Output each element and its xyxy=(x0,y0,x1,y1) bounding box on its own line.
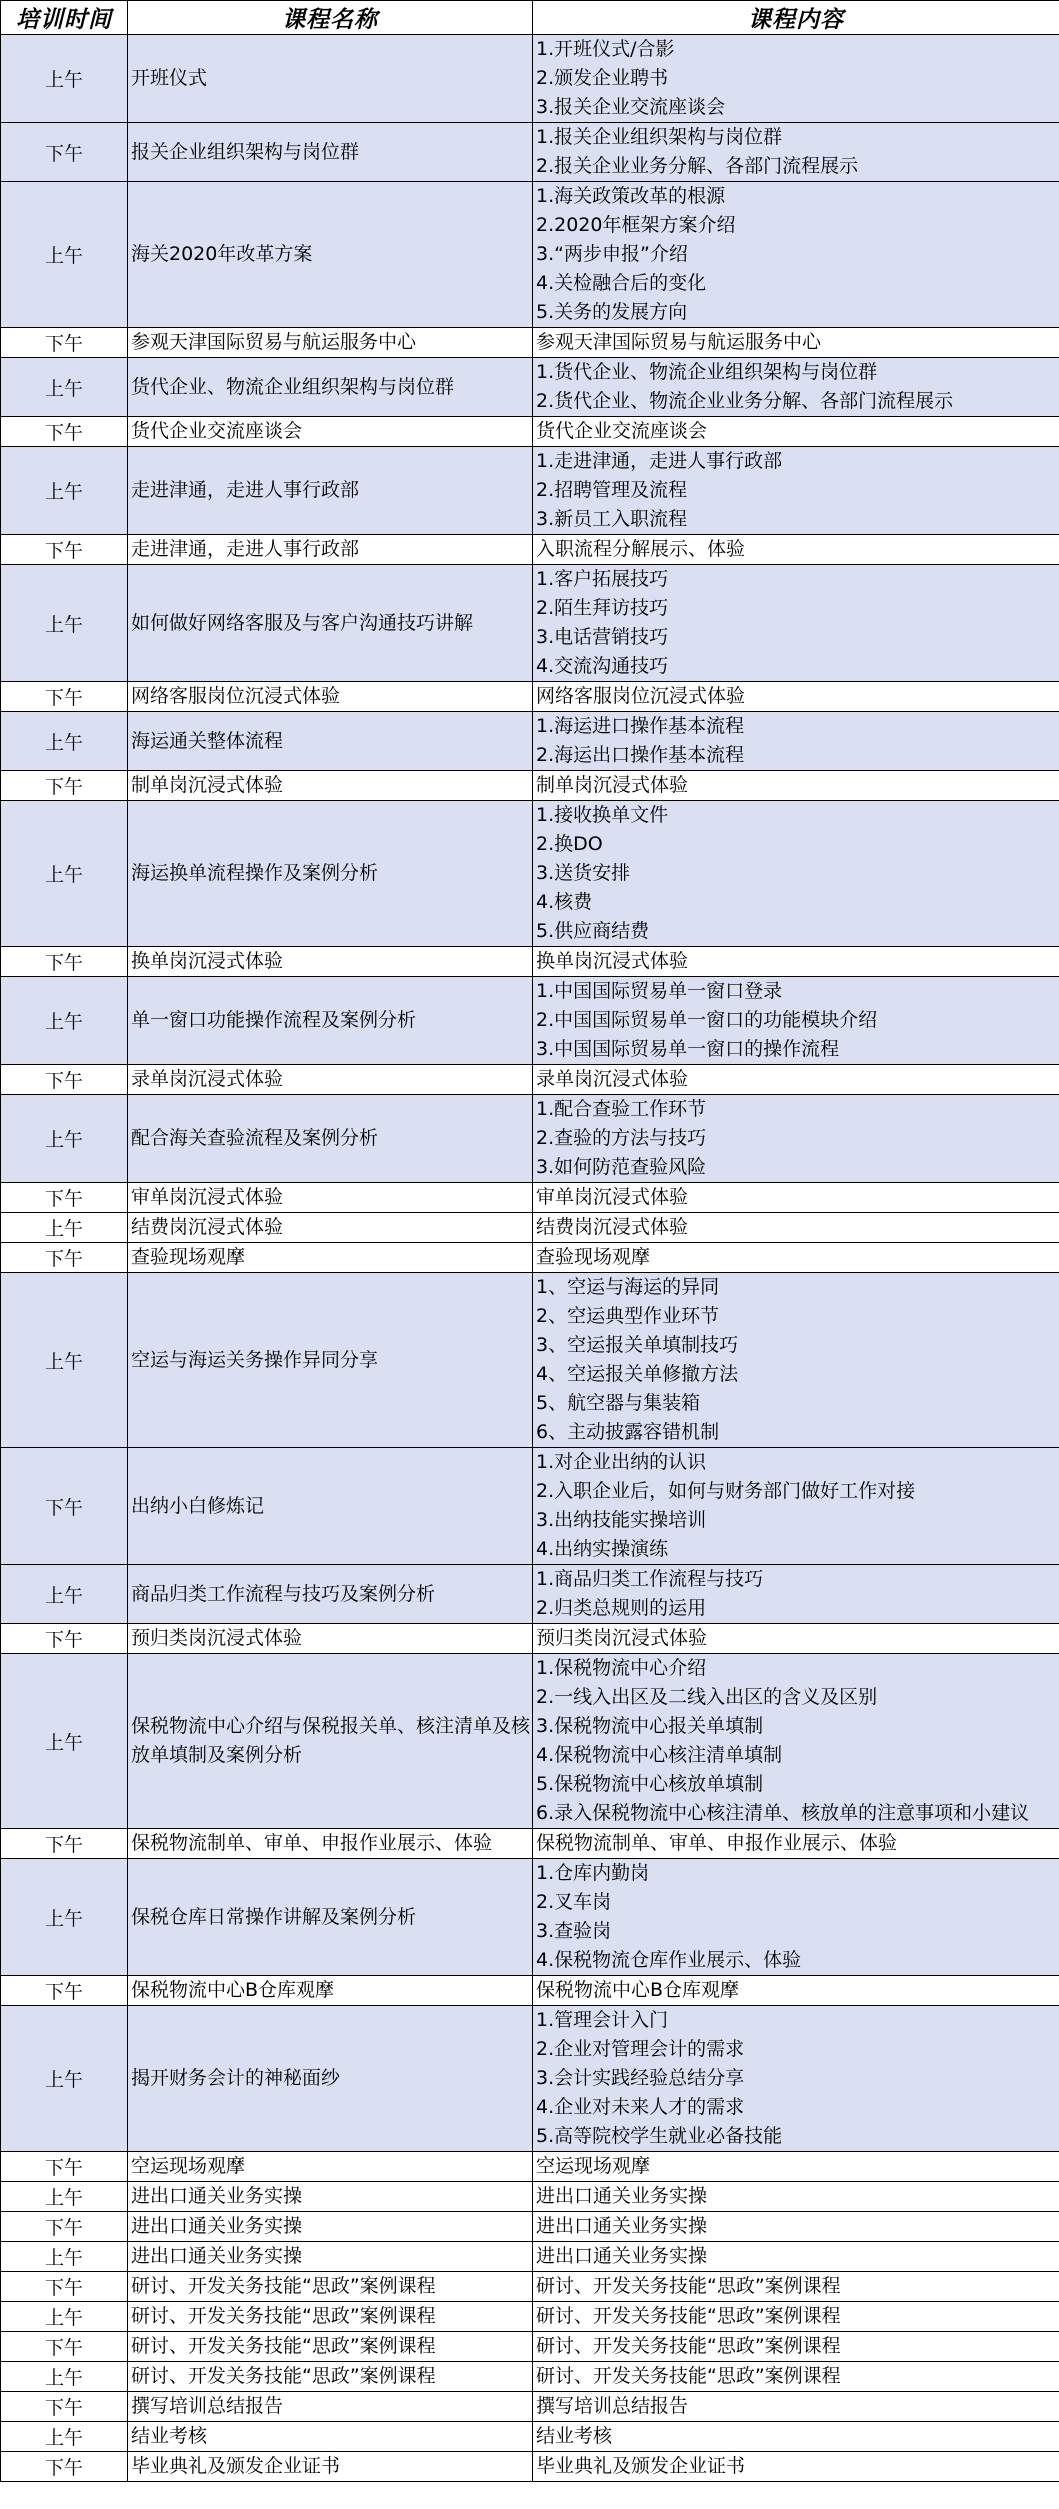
cell-time: 上午 xyxy=(1,565,128,682)
table-row xyxy=(1,1448,1059,1565)
cell-course: 预归类岗沉浸式体验 xyxy=(128,1624,533,1654)
table-row xyxy=(1,417,1059,447)
cell-course: 撰写培训总结报告 xyxy=(128,2392,533,2422)
cell-content xyxy=(533,801,1059,947)
cell-time: 下午 xyxy=(1,1243,128,1273)
content-line: 保税物流制单、审单、申报作业展示、体验 xyxy=(536,1832,898,1854)
table-row xyxy=(1,2302,1059,2332)
content-line: 2.一线入出区及二线入出区的含义及区别 xyxy=(536,1686,878,1708)
schedule-body xyxy=(1,35,1059,2482)
cell-course: 货代企业交流座谈会 xyxy=(128,417,533,447)
cell-time: 下午 xyxy=(1,1976,128,2006)
content-line: 研讨、开发关务技能“思政”案例课程 xyxy=(536,2335,841,2357)
cell-course: 货代企业、物流企业组织架构与岗位群 xyxy=(128,358,533,417)
content-line: 1.配合查验工作环节 xyxy=(536,1098,707,1120)
cell-time: 上午 xyxy=(1,977,128,1065)
content-line: 进出口通关业务实操 xyxy=(536,2185,708,2207)
content-line: 2.海运出口操作基本流程 xyxy=(536,744,745,766)
content-line: 研讨、开发关务技能“思政”案例课程 xyxy=(536,2305,841,2327)
content-line: 1.走进津通，走进人事行政部 xyxy=(536,450,783,472)
content-line: 2.招聘管理及流程 xyxy=(536,479,688,501)
table-row xyxy=(1,2362,1059,2392)
table-row xyxy=(1,1095,1059,1183)
table-row xyxy=(1,535,1059,565)
cell-content xyxy=(533,1065,1059,1095)
header-row xyxy=(1,1,1059,35)
cell-time: 上午 xyxy=(1,358,128,417)
table-row xyxy=(1,2152,1059,2182)
cell-course: 空运与海运关务操作异同分享 xyxy=(128,1273,533,1448)
cell-content xyxy=(533,123,1059,182)
content-line: 2.查验的方法与技巧 xyxy=(536,1127,707,1149)
content-line: 结费岗沉浸式体验 xyxy=(536,1216,689,1238)
cell-course: 进出口通关业务实操 xyxy=(128,2212,533,2242)
table-row xyxy=(1,2332,1059,2362)
table-row xyxy=(1,1654,1059,1829)
table-row xyxy=(1,1183,1059,1213)
header-content: 课程内容 xyxy=(533,1,1059,35)
table-row xyxy=(1,2452,1059,2482)
cell-course: 制单岗沉浸式体验 xyxy=(128,771,533,801)
content-line: 2.陌生拜访技巧 xyxy=(536,597,669,619)
cell-time: 上午 xyxy=(1,2422,128,2452)
content-line: 入职流程分解展示、体验 xyxy=(536,538,746,560)
content-line: 结业考核 xyxy=(536,2425,613,2447)
cell-course: 保税物流制单、审单、申报作业展示、体验 xyxy=(128,1829,533,1859)
cell-time: 上午 xyxy=(1,1859,128,1976)
cell-content xyxy=(533,447,1059,535)
cell-content xyxy=(533,1095,1059,1183)
content-line: 5.保税物流中心核放单填制 xyxy=(536,1773,764,1795)
table-row xyxy=(1,2242,1059,2272)
table-row xyxy=(1,35,1059,123)
cell-content xyxy=(533,1273,1059,1448)
table-row xyxy=(1,682,1059,712)
cell-course: 研讨、开发关务技能“思政”案例课程 xyxy=(128,2332,533,2362)
table-row xyxy=(1,2006,1059,2152)
table-row xyxy=(1,801,1059,947)
cell-time: 下午 xyxy=(1,123,128,182)
cell-course: 进出口通关业务实操 xyxy=(128,2242,533,2272)
content-line: 网络客服岗位沉浸式体验 xyxy=(536,685,746,707)
content-line: 2.中国国际贸易单一窗口的功能模块介绍 xyxy=(536,1009,878,1031)
cell-content xyxy=(533,771,1059,801)
cell-content xyxy=(533,1654,1059,1829)
cell-content xyxy=(533,2152,1059,2182)
content-line: 3.如何防范查验风险 xyxy=(536,1156,707,1178)
cell-time: 上午 xyxy=(1,1654,128,1829)
content-line: 6.录入保税物流中心核注清单、核放单的注意事项和小建议 xyxy=(536,1802,1030,1824)
table-row xyxy=(1,358,1059,417)
cell-content xyxy=(533,2452,1059,2482)
cell-course: 换单岗沉浸式体验 xyxy=(128,947,533,977)
table-row xyxy=(1,1624,1059,1654)
cell-time: 上午 xyxy=(1,1213,128,1243)
content-line: 4.保税物流中心核注清单填制 xyxy=(536,1744,783,1766)
cell-content xyxy=(533,2332,1059,2362)
content-line: 4、空运报关单修撤方法 xyxy=(536,1363,739,1385)
cell-course: 研讨、开发关务技能“思政”案例课程 xyxy=(128,2302,533,2332)
cell-course: 毕业典礼及颁发企业证书 xyxy=(128,2452,533,2482)
cell-course: 研讨、开发关务技能“思政”案例课程 xyxy=(128,2362,533,2392)
content-line: 研讨、开发关务技能“思政”案例课程 xyxy=(536,2365,841,2387)
cell-course: 录单岗沉浸式体验 xyxy=(128,1065,533,1095)
content-line: 3.送货安排 xyxy=(536,862,631,884)
content-line: 2.颁发企业聘书 xyxy=(536,67,669,89)
content-line: 研讨、开发关务技能“思政”案例课程 xyxy=(536,2275,841,2297)
table-row xyxy=(1,712,1059,771)
content-line: 4.关检融合后的变化 xyxy=(536,272,707,294)
content-line: 4.保税物流仓库作业展示、体验 xyxy=(536,1949,802,1971)
cell-course: 审单岗沉浸式体验 xyxy=(128,1183,533,1213)
cell-time: 下午 xyxy=(1,2392,128,2422)
cell-time: 下午 xyxy=(1,1183,128,1213)
cell-course: 商品归类工作流程与技巧及案例分析 xyxy=(128,1565,533,1624)
cell-content xyxy=(533,182,1059,328)
cell-time: 下午 xyxy=(1,2272,128,2302)
content-line: 1.管理会计入门 xyxy=(536,2009,669,2031)
table-row xyxy=(1,1859,1059,1976)
cell-course: 空运现场观摩 xyxy=(128,2152,533,2182)
cell-time: 上午 xyxy=(1,2242,128,2272)
cell-course: 保税物流中心介绍与保税报关单、核注清单及核放单填制及案例分析 xyxy=(128,1654,533,1829)
content-line: 5.高等院校学生就业必备技能 xyxy=(536,2125,783,2147)
cell-content xyxy=(533,1243,1059,1273)
content-line: 3.新员工入职流程 xyxy=(536,508,688,530)
cell-course: 如何做好网络客服及与客户沟通技巧讲解 xyxy=(128,565,533,682)
content-line: 2.企业对管理会计的需求 xyxy=(536,2038,745,2060)
content-line: 1、空运与海运的异同 xyxy=(536,1276,720,1298)
content-line: 1.货代企业、物流企业组织架构与岗位群 xyxy=(536,361,878,383)
cell-course: 结费岗沉浸式体验 xyxy=(128,1213,533,1243)
content-line: 2.换DO xyxy=(536,833,603,855)
content-line: 3、空运报关单填制技巧 xyxy=(536,1334,739,1356)
cell-content xyxy=(533,1448,1059,1565)
content-line: 3.报关企业交流座谈会 xyxy=(536,96,726,118)
cell-content xyxy=(533,358,1059,417)
content-line: 1.客户拓展技巧 xyxy=(536,568,669,590)
content-line: 1.商品归类工作流程与技巧 xyxy=(536,1568,764,1590)
table-row xyxy=(1,1565,1059,1624)
content-line: 进出口通关业务实操 xyxy=(536,2245,708,2267)
content-line: 录单岗沉浸式体验 xyxy=(536,1068,689,1090)
cell-content xyxy=(533,328,1059,358)
table-row xyxy=(1,447,1059,535)
cell-time: 上午 xyxy=(1,2362,128,2392)
cell-content xyxy=(533,2422,1059,2452)
content-line: 1.报关企业组织架构与岗位群 xyxy=(536,126,783,148)
cell-content xyxy=(533,2182,1059,2212)
cell-content xyxy=(533,2272,1059,2302)
cell-course: 保税仓库日常操作讲解及案例分析 xyxy=(128,1859,533,1976)
table-row xyxy=(1,2422,1059,2452)
cell-time: 上午 xyxy=(1,182,128,328)
content-line: 3.出纳技能实操培训 xyxy=(536,1509,707,1531)
content-line: 2.叉车岗 xyxy=(536,1891,612,1913)
content-line: 进出口通关业务实操 xyxy=(536,2215,708,2237)
content-line: 毕业典礼及颁发企业证书 xyxy=(536,2455,746,2477)
cell-course: 参观天津国际贸易与航运服务中心 xyxy=(128,328,533,358)
content-line: 4.企业对未来人才的需求 xyxy=(536,2096,745,2118)
cell-course: 走进津通，走进人事行政部 xyxy=(128,447,533,535)
cell-course: 单一窗口功能操作流程及案例分析 xyxy=(128,977,533,1065)
content-line: 6、主动披露容错机制 xyxy=(536,1421,720,1443)
cell-content xyxy=(533,682,1059,712)
header-course: 课程名称 xyxy=(128,1,533,35)
cell-content xyxy=(533,35,1059,123)
cell-content xyxy=(533,977,1059,1065)
content-line: 3.中国国际贸易单一窗口的操作流程 xyxy=(536,1038,840,1060)
cell-time: 上午 xyxy=(1,447,128,535)
cell-content xyxy=(533,1624,1059,1654)
cell-content xyxy=(533,1859,1059,1976)
cell-time: 上午 xyxy=(1,712,128,771)
table-row xyxy=(1,2272,1059,2302)
content-line: 3.查验岗 xyxy=(536,1920,612,1942)
cell-course: 开班仪式 xyxy=(128,35,533,123)
content-line: 查验现场观摩 xyxy=(536,1246,651,1268)
cell-time: 上午 xyxy=(1,35,128,123)
content-line: 2、空运典型作业环节 xyxy=(536,1305,720,1327)
content-line: 1.开班仪式/合影 xyxy=(536,38,675,60)
cell-course: 海运通关整体流程 xyxy=(128,712,533,771)
cell-content xyxy=(533,2362,1059,2392)
cell-time: 下午 xyxy=(1,535,128,565)
content-line: 1.接收换单文件 xyxy=(536,804,669,826)
cell-content xyxy=(533,2212,1059,2242)
cell-course: 查验现场观摩 xyxy=(128,1243,533,1273)
table-row xyxy=(1,182,1059,328)
content-line: 2.归类总规则的运用 xyxy=(536,1597,707,1619)
table-row xyxy=(1,1976,1059,2006)
content-line: 1.保税物流中心介绍 xyxy=(536,1657,707,1679)
content-line: 3.“两步申报”介绍 xyxy=(536,243,688,265)
content-line: 5.关务的发展方向 xyxy=(536,301,688,323)
table-row xyxy=(1,771,1059,801)
content-line: 换单岗沉浸式体验 xyxy=(536,950,689,972)
cell-time: 下午 xyxy=(1,328,128,358)
cell-time: 上午 xyxy=(1,2006,128,2152)
cell-course: 海关2020年改革方案 xyxy=(128,182,533,328)
table-row xyxy=(1,328,1059,358)
table-row xyxy=(1,2182,1059,2212)
cell-content xyxy=(533,417,1059,447)
cell-time: 下午 xyxy=(1,2332,128,2362)
cell-course: 进出口通关业务实操 xyxy=(128,2182,533,2212)
content-line: 1.对企业出纳的认识 xyxy=(536,1451,707,1473)
cell-course: 结业考核 xyxy=(128,2422,533,2452)
cell-content xyxy=(533,1976,1059,2006)
content-line: 5.供应商结费 xyxy=(536,920,650,942)
cell-time: 下午 xyxy=(1,2452,128,2482)
cell-time: 上午 xyxy=(1,2182,128,2212)
cell-time: 下午 xyxy=(1,771,128,801)
cell-content xyxy=(533,712,1059,771)
cell-time: 下午 xyxy=(1,947,128,977)
content-line: 5、航空器与集装箱 xyxy=(536,1392,701,1414)
content-line: 空运现场观摩 xyxy=(536,2155,651,2177)
cell-course: 海运换单流程操作及案例分析 xyxy=(128,801,533,947)
cell-course: 网络客服岗位沉浸式体验 xyxy=(128,682,533,712)
table-row xyxy=(1,2212,1059,2242)
cell-content xyxy=(533,565,1059,682)
content-line: 3.电话营销技巧 xyxy=(536,626,669,648)
table-row xyxy=(1,1829,1059,1859)
table-row xyxy=(1,1065,1059,1095)
content-line: 1.海关政策改革的根源 xyxy=(536,185,726,207)
content-line: 4.交流沟通技巧 xyxy=(536,655,669,677)
cell-content xyxy=(533,535,1059,565)
table-row xyxy=(1,1213,1059,1243)
cell-time: 下午 xyxy=(1,682,128,712)
cell-content xyxy=(533,2302,1059,2332)
cell-content xyxy=(533,2242,1059,2272)
cell-content xyxy=(533,1213,1059,1243)
content-line: 撰写培训总结报告 xyxy=(536,2395,689,2417)
cell-course: 保税物流中心B仓库观摩 xyxy=(128,1976,533,2006)
table-row xyxy=(1,565,1059,682)
content-line: 制单岗沉浸式体验 xyxy=(536,774,689,796)
cell-content xyxy=(533,1829,1059,1859)
content-line: 2.入职企业后，如何与财务部门做好工作对接 xyxy=(536,1480,916,1502)
content-line: 1.中国国际贸易单一窗口登录 xyxy=(536,980,783,1002)
cell-time: 上午 xyxy=(1,1565,128,1624)
content-line: 审单岗沉浸式体验 xyxy=(536,1186,689,1208)
cell-time: 下午 xyxy=(1,1829,128,1859)
content-line: 参观天津国际贸易与航运服务中心 xyxy=(536,331,822,353)
cell-content xyxy=(533,947,1059,977)
cell-course: 报关企业组织架构与岗位群 xyxy=(128,123,533,182)
content-line: 3.保税物流中心报关单填制 xyxy=(536,1715,764,1737)
table-row xyxy=(1,977,1059,1065)
table-row xyxy=(1,2392,1059,2422)
cell-time: 上午 xyxy=(1,1273,128,1448)
cell-time: 上午 xyxy=(1,2302,128,2332)
content-line: 1.仓库内勤岗 xyxy=(536,1862,650,1884)
table-row xyxy=(1,1243,1059,1273)
table-row xyxy=(1,947,1059,977)
content-line: 2.货代企业、物流企业业务分解、各部门流程展示 xyxy=(536,390,954,412)
cell-course: 出纳小白修炼记 xyxy=(128,1448,533,1565)
content-line: 4.出纳实操演练 xyxy=(536,1538,669,1560)
cell-course: 配合海关查验流程及案例分析 xyxy=(128,1095,533,1183)
content-line: 3.会计实践经验总结分享 xyxy=(536,2067,745,2089)
cell-time: 下午 xyxy=(1,1448,128,1565)
cell-time: 下午 xyxy=(1,1624,128,1654)
content-line: 保税物流中心B仓库观摩 xyxy=(536,1979,740,2001)
content-line: 1.海运进口操作基本流程 xyxy=(536,715,745,737)
cell-course: 走进津通，走进人事行政部 xyxy=(128,535,533,565)
cell-course: 研讨、开发关务技能“思政”案例课程 xyxy=(128,2272,533,2302)
cell-content xyxy=(533,1565,1059,1624)
content-line: 2.2020年框架方案介绍 xyxy=(536,214,736,236)
cell-time: 下午 xyxy=(1,417,128,447)
cell-time: 下午 xyxy=(1,2152,128,2182)
content-line: 2.报关企业业务分解、各部门流程展示 xyxy=(536,155,859,177)
cell-content xyxy=(533,2006,1059,2152)
cell-time: 上午 xyxy=(1,801,128,947)
table-row xyxy=(1,1273,1059,1448)
header-time: 培训时间 xyxy=(1,1,128,35)
cell-time: 下午 xyxy=(1,1065,128,1095)
table-row xyxy=(1,123,1059,182)
cell-time: 上午 xyxy=(1,1095,128,1183)
content-line: 4.核费 xyxy=(536,891,593,913)
cell-course: 揭开财务会计的神秘面纱 xyxy=(128,2006,533,2152)
cell-content xyxy=(533,2392,1059,2422)
cell-time: 下午 xyxy=(1,2212,128,2242)
content-line: 货代企业交流座谈会 xyxy=(536,420,708,442)
content-line: 预归类岗沉浸式体验 xyxy=(536,1627,708,1649)
cell-content xyxy=(533,1183,1059,1213)
